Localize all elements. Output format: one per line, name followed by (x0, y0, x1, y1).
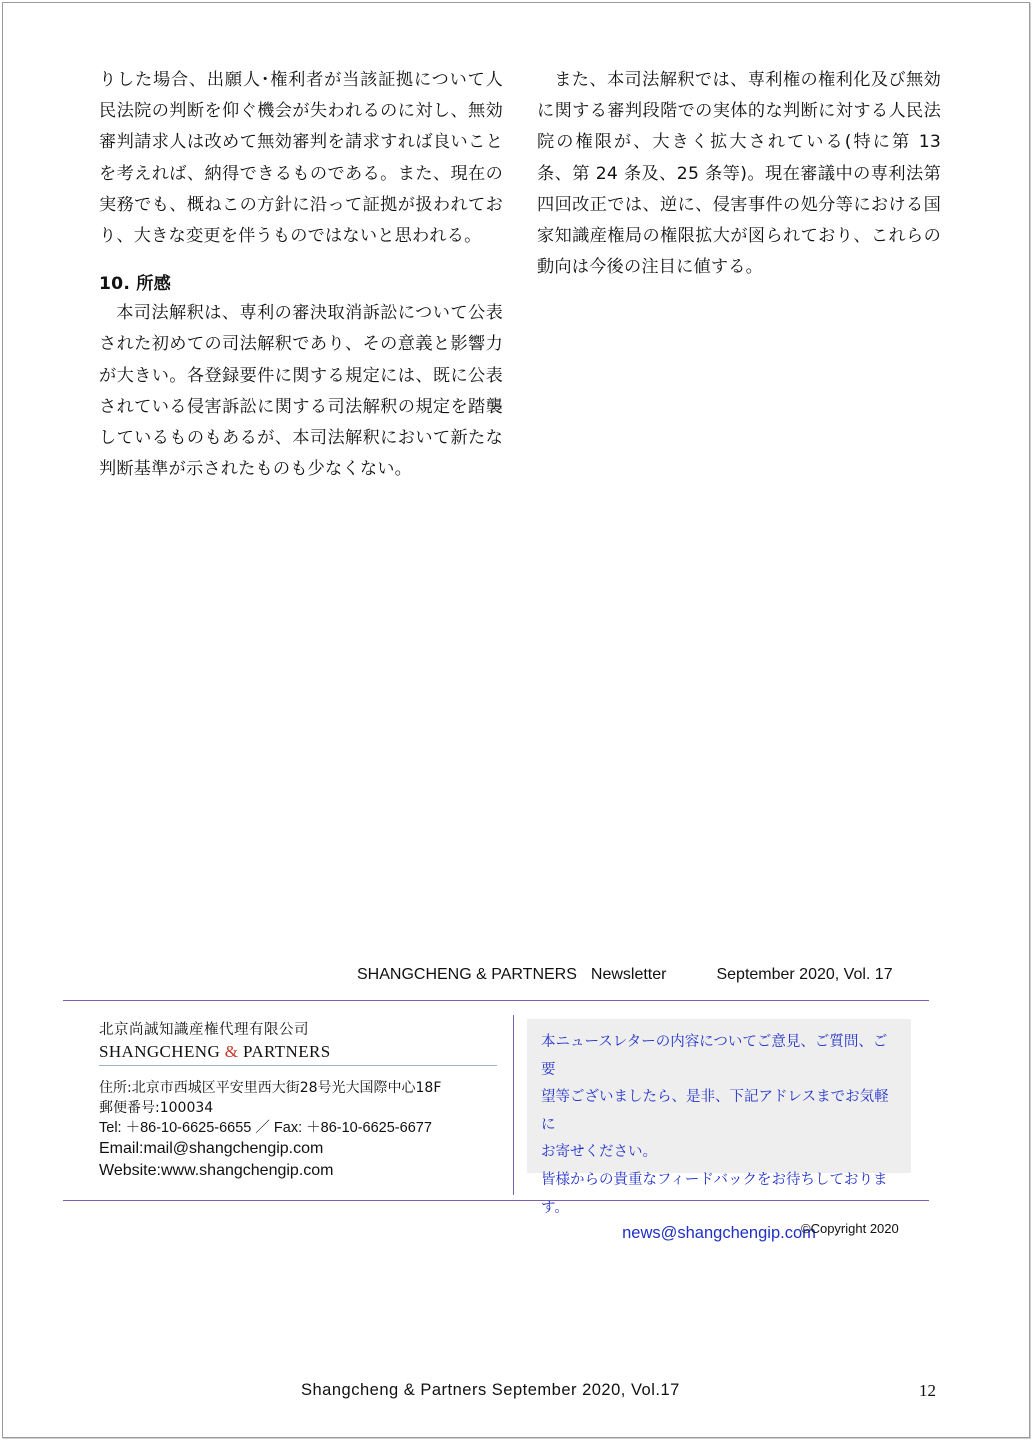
firm-name-jp: 北京尚誠知識産権代理有限公司 (99, 1022, 309, 1038)
feedback-line-3: お寄せください。 (541, 1144, 657, 1161)
email-link[interactable]: Email:mail@shangchengip.com (99, 1140, 324, 1157)
right-paragraph-1: また、本司法解釈では、専利権の権利化及び無効に関する審判段階での実体的な判断に対する人民法院の権限が、大きく拡大されている(特に第 13 条、第 24 条及、25 条等)。現在審議中の専利法第四回改正では、逆に、侵害事件の処分等における国家知識産権局の権限拡大が図られており、これらの動向は今後の注目に値する。 (537, 70, 941, 278)
page-number: 12 (919, 1381, 936, 1400)
left-paragraph-1: りした場合、出願人･権利者が当該証拠について人民法院の判断を仰ぐ機会が失われるのに対し、無効審判請求人は改めて無効審判を請求すれば良いことを考えれば、納得できるものである。また、現在の実務でも、概ねこの方針に沿って証拠が扱われており、大きな変更を伴うものではないと思われる。 (99, 70, 503, 247)
newsletter-label: Newsletter (590, 966, 667, 983)
feedback-line-2: 望等ございましたら、是非、下記アドレスまでお気軽に (541, 1089, 889, 1133)
document-page (2, 2, 1030, 1438)
feedback-line-4: 皆様からの貴重なフィードバックをお待ちしております。 (541, 1171, 888, 1216)
left-paragraph-2: 本司法解釈は、専利の審決取消訴訟について公表された初めての司法解釈であり、その意義と影響力が大きい。各登録要件に関する規定には、既に公表されている侵害訴訟に関する司法解釈の規定を踏襲しているものもあるが、本司法解釈において新たな判断基準が示されたものも少なくない。 (99, 303, 503, 480)
bottom-rule (63, 1200, 929, 1201)
section-title: 10. 所感 (99, 274, 172, 295)
contact-block (99, 1019, 499, 1182)
newsletter-issue: September 2020, Vol. 17 (716, 966, 893, 983)
firm-name-en: SHANGCHENG & PARTNERS (99, 1041, 497, 1066)
address: 住所:北京市西城区平安里西大街28号光大国際中心18F (99, 1080, 442, 1096)
top-rule (63, 1000, 929, 1001)
feedback-line-1: 本ニュースレターの内容についてご意見、ご質問、ご要 (541, 1034, 888, 1078)
website-link[interactable]: Website:www.shangchengip.com (99, 1162, 334, 1179)
right-column (537, 65, 941, 283)
feedback-email-link[interactable]: news@shangchengip.com (622, 1224, 816, 1243)
tel-fax: Tel: ＋86-10-6625-6655 ／ Fax: ＋86-10-6625-6677 (99, 1120, 432, 1136)
left-column (99, 65, 503, 485)
newsletter-firm: SHANGCHENG & PARTNERS (357, 966, 577, 983)
vertical-divider (513, 1015, 514, 1195)
ampersand: & (224, 1042, 239, 1061)
copyright: ©Copyright 2020 (801, 1221, 899, 1236)
postal-code: 郵便番号:100034 (99, 1100, 214, 1116)
page-footer: Shangcheng & Partners September 2020, Vol.17 (301, 1381, 680, 1399)
newsletter-header (357, 966, 893, 984)
